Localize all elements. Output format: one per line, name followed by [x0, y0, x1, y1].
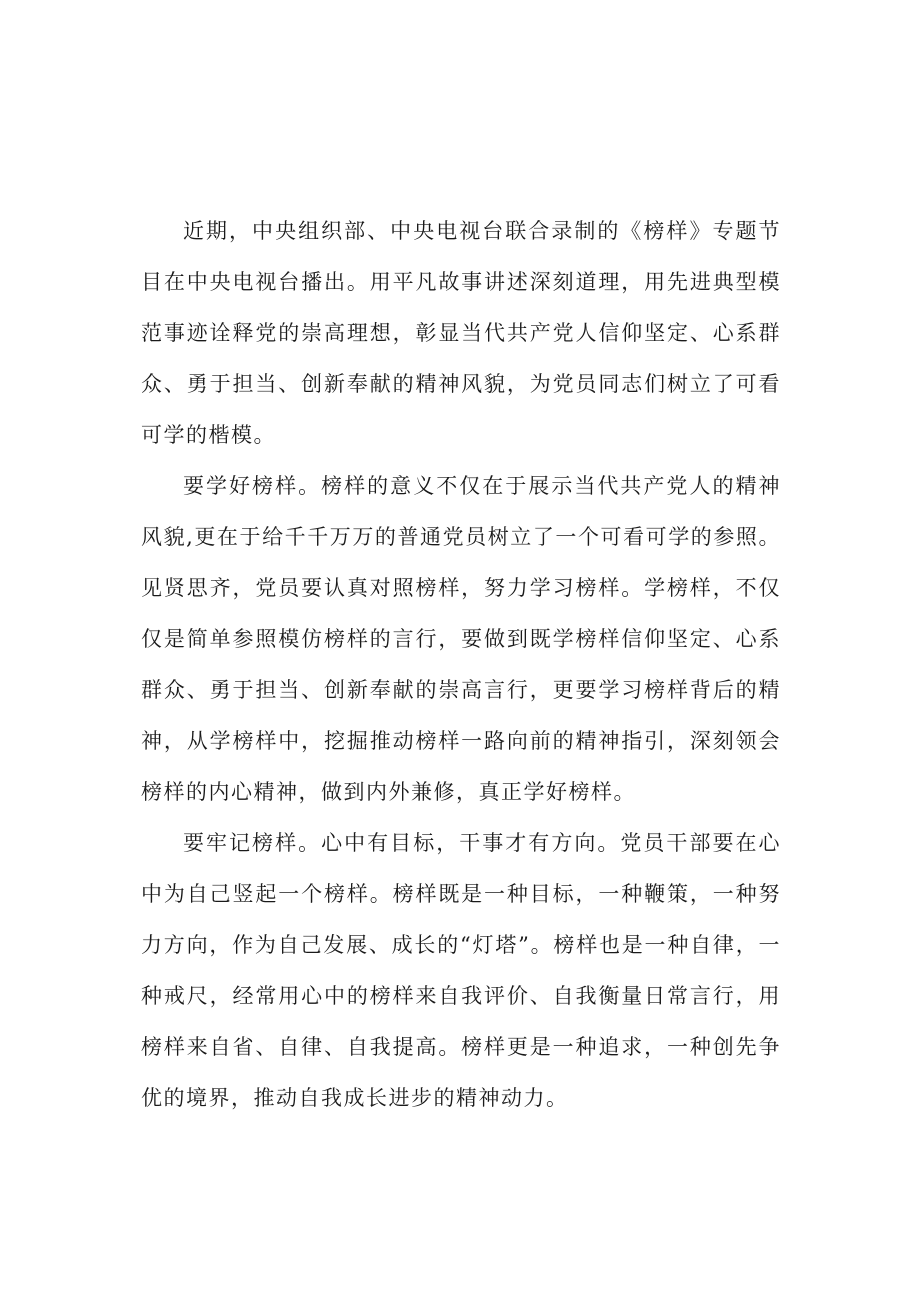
paragraph-learn-role-model: 要学好榜样。榜样的意义不仅在于展示当代共产党人的精神风貌,更在于给千千万万的普通党员树立了一个可看可学的参照。见贤思齐，党员要认真对照榜样，努力学习榜样。学榜样，不仅仅是简单参照模仿榜样的言行，要做到既学榜样信仰坚定、心系群众、勇于担当、创新奉献的崇高言行，更要学习榜样背后的精神，从学榜样中，挖掘推动榜样一路向前的精神指引，深刻领会榜样的内心精神，做到内外兼修，真正学好榜样。	[141, 474, 781, 804]
paragraph-remember-role-model: 要牢记榜样。心中有目标，干事才有方向。党员干部要在心中为自己竖起一个榜样。榜样既是一种目标，一种鞭策，一种努力方向，作为自己发展、成长的“灯塔”。榜样也是一种自律，一种戒尺，经常用心中的榜样来自我评价、自我衡量日常言行，用榜样来自省、自律、自我提高。榜样更是一种追求，一种创先争优的境界，推动自我成长进步的精神动力。	[141, 831, 781, 1110]
paragraph-intro: 近期，中央组织部、中央电视台联合录制的《榜样》专题节目在中央电视台播出。用平凡故事讲述深刻道理，用先进典型模范事迹诠释党的崇高理想，彰显当代共产党人信仰坚定、心系群众、勇于担当、创新奉献的精神风貌，为党员同志们树立了可看可学的楷模。	[141, 219, 781, 447]
document-body	[141, 206, 781, 1124]
